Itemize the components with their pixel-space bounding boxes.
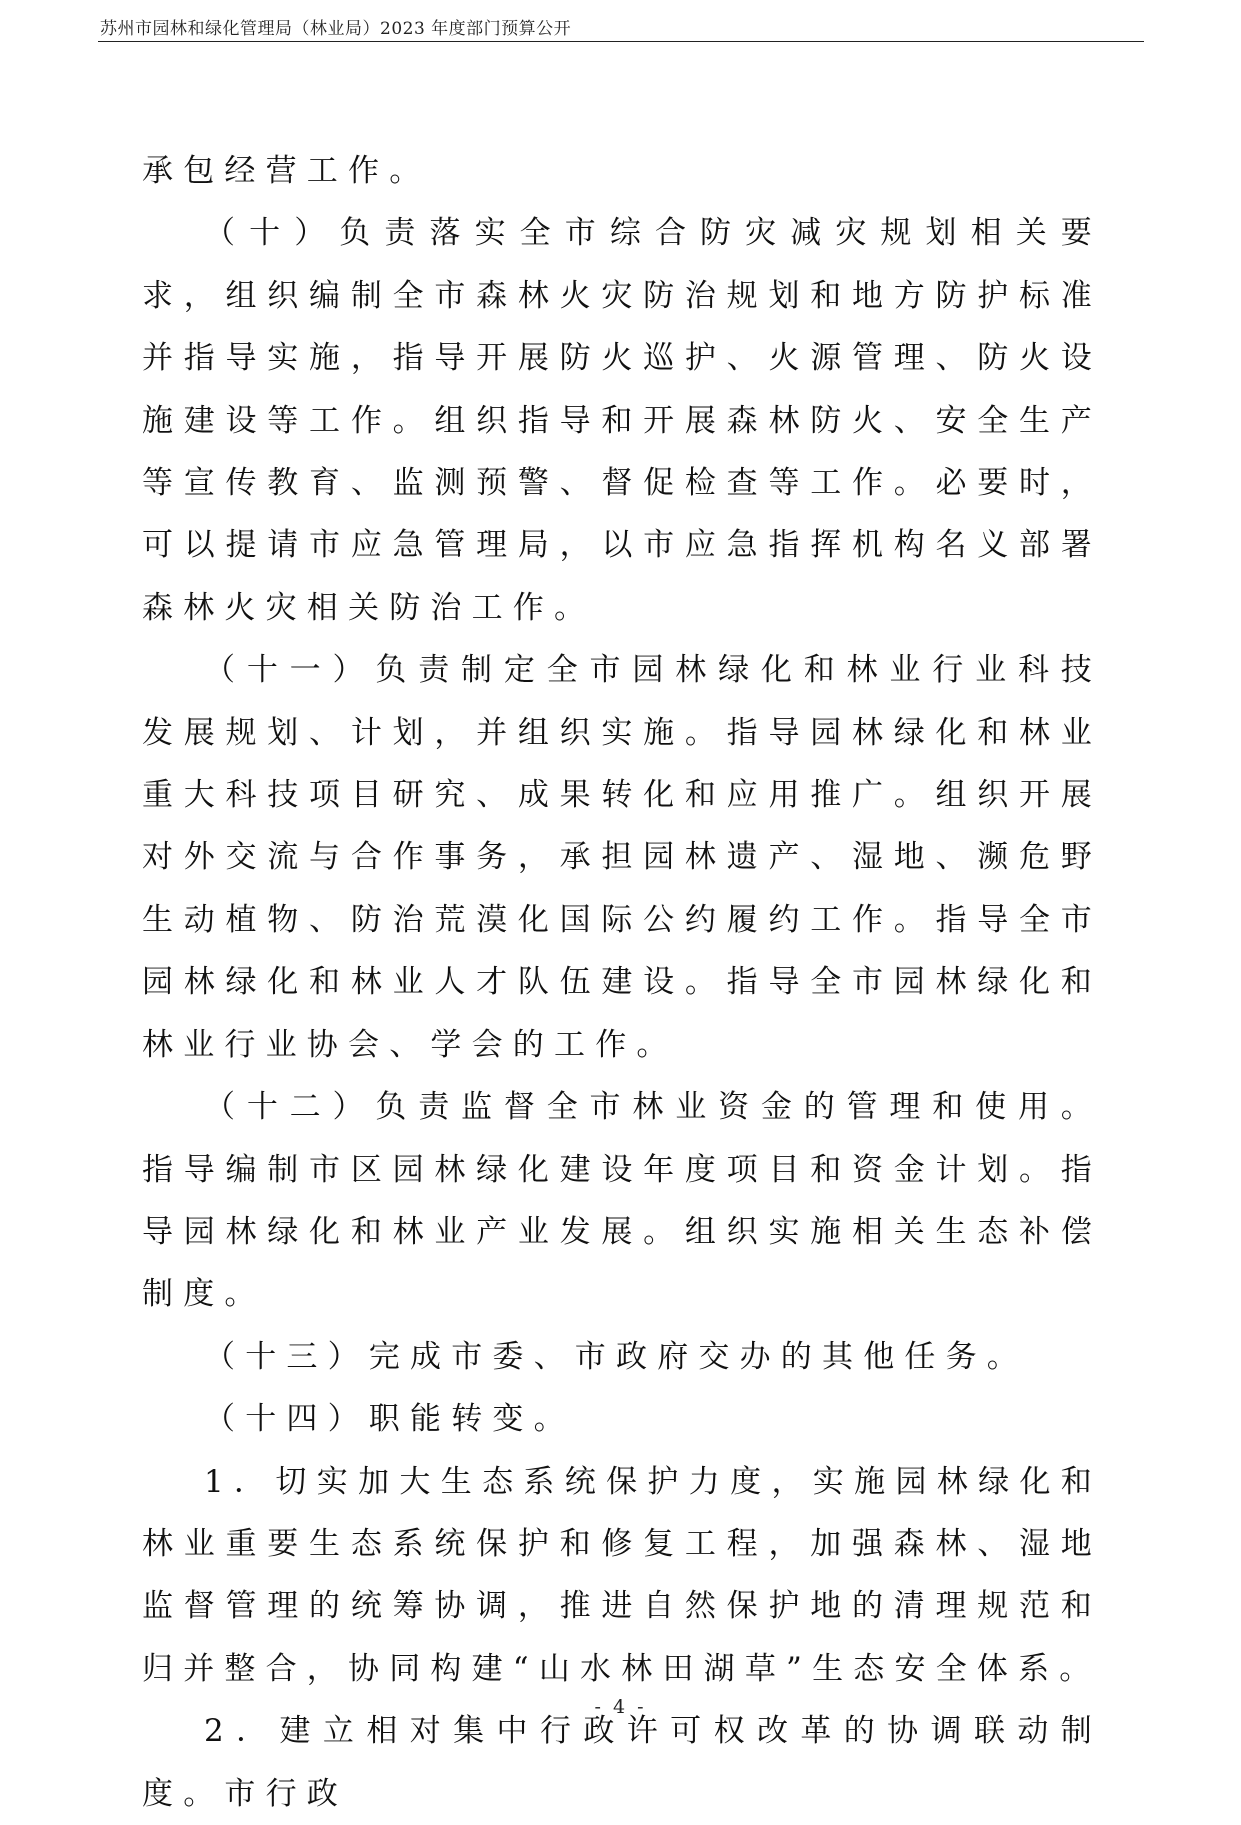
header-divider — [98, 41, 1144, 42]
paragraph-8: 2．建立相对集中行政许可权改革的协调联动制度。市行政 — [142, 1713, 1102, 1812]
paragraph-7: 1．切实加大生态系统保护力度，实施园林绿化和林业重要生态系统保护和修复工程，加强森林、湿地监督管理的统筹协调，推进自然保护地的清理规范和归并整合，协同构建“山水林田湖草”生态安全体系。 — [142, 1463, 1102, 1687]
paragraph-4: （十二）负责监督全市林业资金的管理和使用。指导编制市区园林绿化建设年度项目和资金计划。指导园林绿化和林业产业发展。组织实施相关生态补偿制度。 — [142, 1089, 1102, 1313]
paragraph-5: （十三）完成市委、市政府交办的其他任务。 — [204, 1338, 1028, 1375]
page-number: - 4 - — [594, 1696, 647, 1718]
paragraph-6: （十四）职能转变。 — [204, 1401, 575, 1438]
paragraph-2: （十）负责落实全市综合防灾减灾规划相关要求，组织编制全市森林火灾防治规划和地方防护标准并指导实施，指导开展防火巡护、火源管理、防火设施建设等工作。组织指导和开展森林防火、安全生产等宣传教育、监测预警、督促检查等工作。必要时，可以提请市应急管理局，以市应急指挥机构名义部署森林火灾相关防治工作。 — [142, 215, 1102, 626]
document-body — [142, 140, 1102, 1825]
paragraph-3: （十一）负责制定全市园林绿化和林业行业科技发展规划、计划，并组织实施。指导园林绿化和林业重大科技项目研究、成果转化和应用推广。组织开展对外交流与合作事务，承担园林遗产、湿地、濒危野生动植物、防治荒漠化国际公约履约工作。指导全市园林绿化和林业人才队伍建设。指导全市园林绿化和林业行业协会、学会的工作。 — [142, 652, 1102, 1063]
paragraph-1: 承包经营工作。 — [142, 153, 431, 189]
document-header: 苏州市园林和绿化管理局（林业局）2023 年度部门预算公开 — [100, 19, 572, 39]
